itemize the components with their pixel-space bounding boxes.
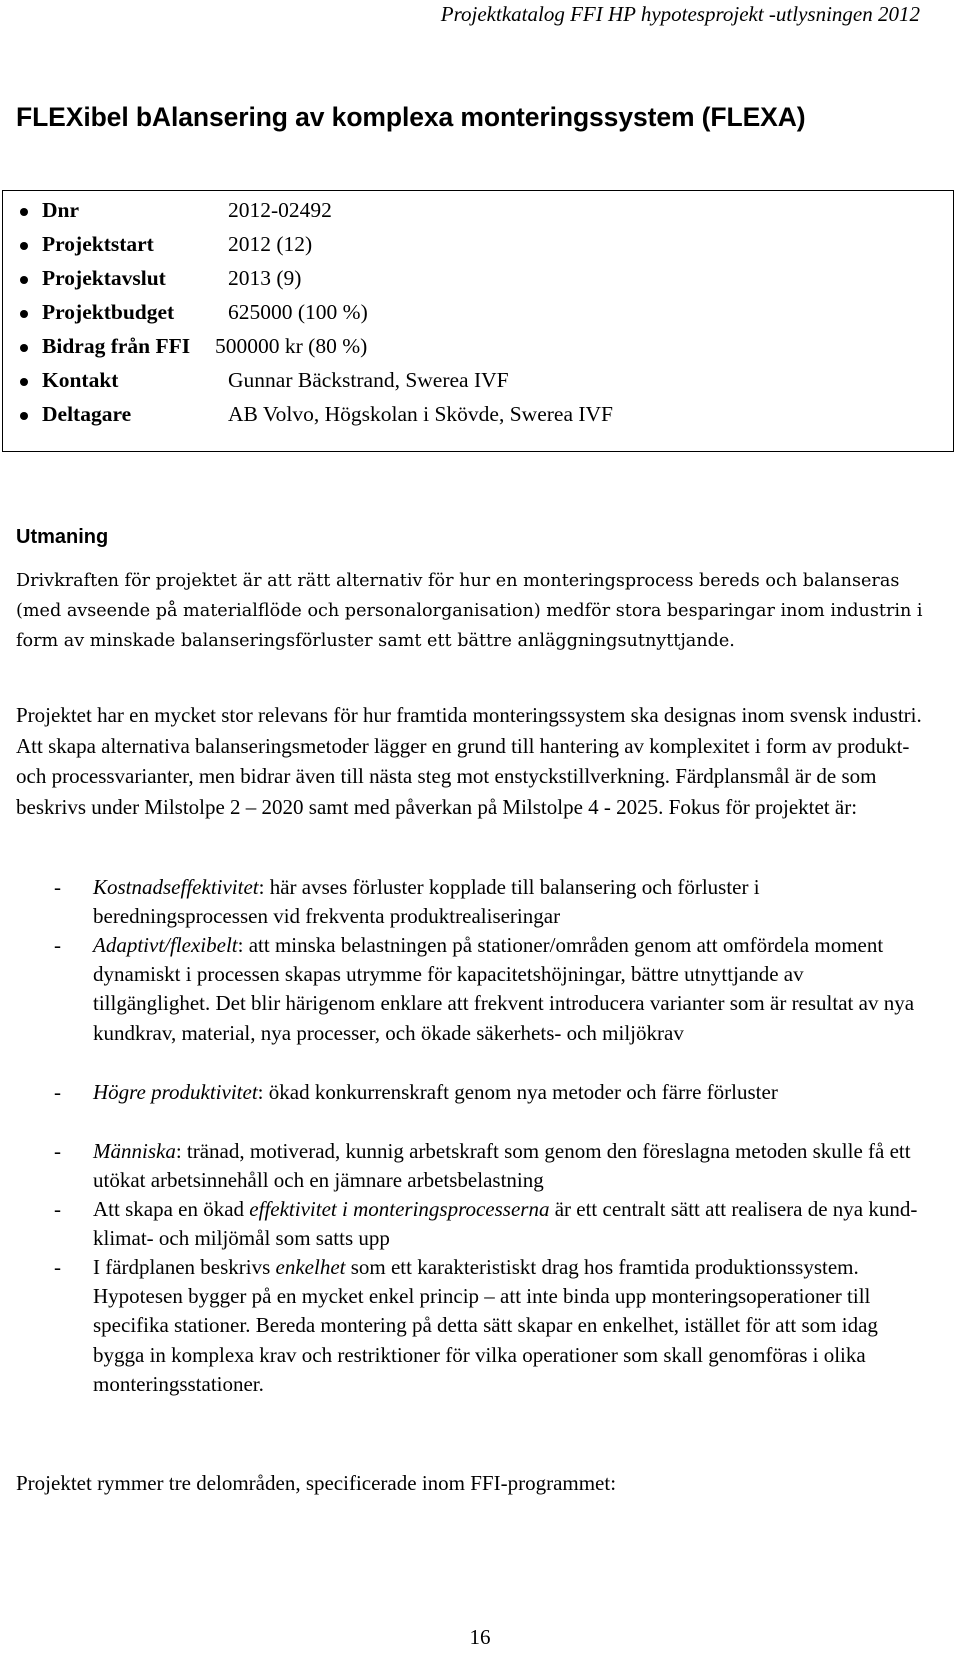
info-row-projektavslut bbox=[3, 262, 953, 296]
bullet-icon bbox=[20, 276, 28, 284]
info-value: 2012-02492 bbox=[228, 198, 332, 222]
bullet-icon bbox=[20, 310, 28, 318]
info-row-kontakt bbox=[3, 364, 953, 398]
info-value: Gunnar Bäckstrand, Swerea IVF bbox=[228, 368, 509, 392]
bullet-icon bbox=[20, 344, 28, 352]
focus-item-text: Adaptivt/flexibelt: att minska belastningen på stationer/områden genom att omfördela moment dynamiskt i processen skapas utrymme för kapacitetshöjningar, bättre utnyttjande av tillgänglighet. Det blir härigenom enklare att frekvent introducera varianter som är resultat av nya kundkrav, material, nya processer, och ökade säkerhets- och miljökrav bbox=[93, 933, 915, 1045]
info-row-projektbudget bbox=[3, 296, 953, 330]
focus-item-emphasis: effektivitet i monteringsprocesserna bbox=[249, 1197, 550, 1221]
info-row-dnr bbox=[3, 194, 953, 228]
dash-marker: - bbox=[54, 875, 61, 899]
bullet-icon bbox=[20, 378, 28, 386]
info-label: Kontakt bbox=[42, 368, 119, 392]
section-heading-utmaning: Utmaning bbox=[16, 526, 109, 548]
page-number: 16 bbox=[469, 1625, 491, 1649]
info-label: Projektbudget bbox=[42, 300, 175, 324]
info-label: Projektavslut bbox=[42, 266, 166, 290]
info-label: Projektstart bbox=[42, 232, 154, 256]
running-header: Projektkatalog FFI HP hypotesprojekt -utlysningen 2012 bbox=[440, 2, 920, 26]
dash-marker: - bbox=[54, 1255, 61, 1279]
info-row-bidrag bbox=[3, 330, 953, 364]
bullet-icon bbox=[20, 412, 28, 420]
info-value: 500000 kr (80 %) bbox=[215, 334, 368, 358]
info-value: AB Volvo, Högskolan i Skövde, Swerea IVF bbox=[228, 402, 614, 426]
document-title: FLEXibel bAlansering av komplexa monteringssystem (FLEXA) bbox=[16, 102, 806, 132]
dash-marker: - bbox=[54, 1197, 61, 1221]
bullet-icon bbox=[20, 208, 28, 216]
info-label: Bidrag från FFI bbox=[42, 334, 191, 358]
info-row-projektstart bbox=[3, 228, 953, 262]
focus-item-text: Kostnadseffektivitet: här avses förluster kopplade till balansering och förluster i beredningsprocessen vid frekventa produktrealiseringar bbox=[93, 875, 760, 929]
closing-paragraph: Projektet rymmer tre delområden, specificerade inom FFI-programmet: bbox=[16, 1471, 617, 1495]
focus-item-emphasis: Kostnadseffektivitet bbox=[93, 875, 259, 899]
info-row-deltagare bbox=[3, 398, 953, 432]
focus-item-text: Människa: tränad, motiverad, kunnig arbetskraft som genom den föreslagna metoden skulle få ett utökat arbetsinnehåll och en jämnare arbetsbelastning bbox=[93, 1139, 911, 1193]
focus-item-emphasis: Människa bbox=[93, 1139, 176, 1163]
body-paragraph: Projektet har en mycket stor relevans för hur framtida monteringssystem ska designas inom svensk industri. Att skapa alternativa balanseringsmetoder lägger en grund till hantering av komplexitet i form av produkt- och processvarianter, men bidrar även till nästa steg mot enstyckstillverkning. Färdplansmål är de som beskrivs under Milstolpe 2 – 2020 samt med påverkan på Milstolpe 4 - 2025. Fokus för projektet är: bbox=[16, 703, 922, 819]
focus-item-emphasis: enkelhet bbox=[275, 1255, 346, 1279]
dash-marker: - bbox=[54, 1139, 61, 1163]
focus-item-text: Högre produktivitet: ökad konkurrenskraft genom nya metoder och färre förluster bbox=[93, 1080, 778, 1104]
focus-item-emphasis: Adaptivt/flexibelt bbox=[93, 933, 238, 957]
bullet-icon bbox=[20, 242, 28, 250]
info-label: Dnr bbox=[42, 198, 80, 222]
project-info-box bbox=[2, 190, 954, 452]
info-label: Deltagare bbox=[42, 402, 132, 426]
dash-marker: - bbox=[54, 933, 61, 957]
focus-item-text: I färdplanen beskrivs enkelhet som ett karakteristiskt drag hos framtida produktionssystem. Hypotesen bygger på en mycket enkel princip – att inte binda upp monteringsoperationer till specifika stationer. Bereda montering på detta sätt skapar en enkelhet, istället för att som idag bygga in komplexa krav och restriktioner för vilka operationer som skall genomföras i olika monteringsstationer. bbox=[93, 1255, 878, 1396]
info-value: 625000 (100 %) bbox=[228, 300, 368, 324]
info-value: 2013 (9) bbox=[228, 266, 302, 290]
info-value: 2012 (12) bbox=[228, 232, 313, 256]
intro-paragraph: Drivkraften för projektet är att rätt alternativ för hur en monteringsprocess bereds och balanseras (med avseende på materialflöde och personalorganisation) medför stora besparingar inom industrin i form av minskade balanseringsförluster samt ett bättre anläggningsutnyttjande. bbox=[16, 571, 923, 651]
dash-marker: - bbox=[54, 1080, 61, 1104]
focus-item-text: Att skapa en ökad effektivitet i monteringsprocesserna är ett centralt sätt att realisera de nya kund- klimat- och miljömål som satts upp bbox=[93, 1197, 918, 1251]
focus-item-emphasis: Högre produktivitet bbox=[93, 1080, 258, 1104]
